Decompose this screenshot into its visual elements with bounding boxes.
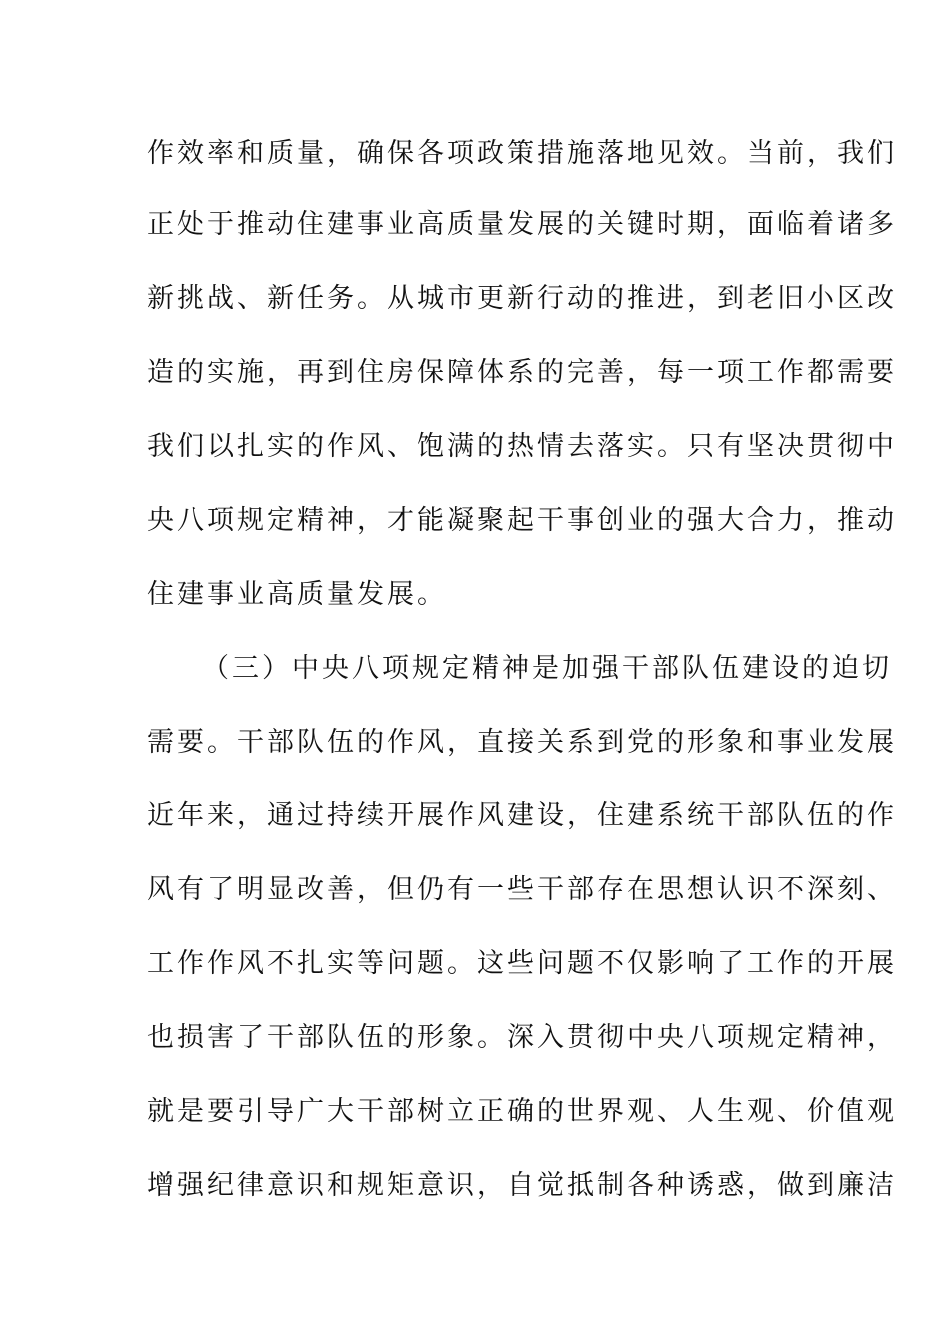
text-line: 作效率和质量，确保各项政策措施落地见效。当前，我们 <box>147 138 897 169</box>
text-line: 也损害了干部队伍的形象。深入贯彻中央八项规定精神， <box>147 1022 897 1053</box>
text-line: 造的实施，再到住房保障体系的完善，每一项工作都需要 <box>147 357 897 388</box>
text-line: 增强纪律意识和规矩意识，自觉抵制各种诱惑，做到廉洁 <box>147 1170 897 1201</box>
text-line: 央八项规定精神，才能凝聚起干事创业的强大合力，推动 <box>147 505 897 536</box>
text-line: 需要。干部队伍的作风，直接关系到党的形象和事业发展 <box>147 727 897 758</box>
text-line: 新挑战、新任务。从城市更新行动的推进，到老旧小区改 <box>147 283 897 314</box>
text-line: 我们以扎实的作风、饱满的热情去落实。只有坚决贯彻中 <box>147 431 897 462</box>
text-line: 正处于推动住建事业高质量发展的关键时期，面临着诸多 <box>147 209 897 240</box>
text-line: 风有了明显改善，但仍有一些干部存在思想认识不深刻、 <box>147 874 897 905</box>
text-line: 工作作风不扎实等问题。这些问题不仅影响了工作的开展 <box>147 948 897 979</box>
text-line: 住建事业高质量发展。 <box>147 579 447 610</box>
text-line: 近年来，通过持续开展作风建设，住建系统干部队伍的作 <box>147 800 897 831</box>
section-heading-line: （三）中央八项规定精神是加强干部队伍建设的迫切 <box>202 653 892 684</box>
text-line: 就是要引导广大干部树立正确的世界观、人生观、价值观 <box>147 1096 897 1127</box>
